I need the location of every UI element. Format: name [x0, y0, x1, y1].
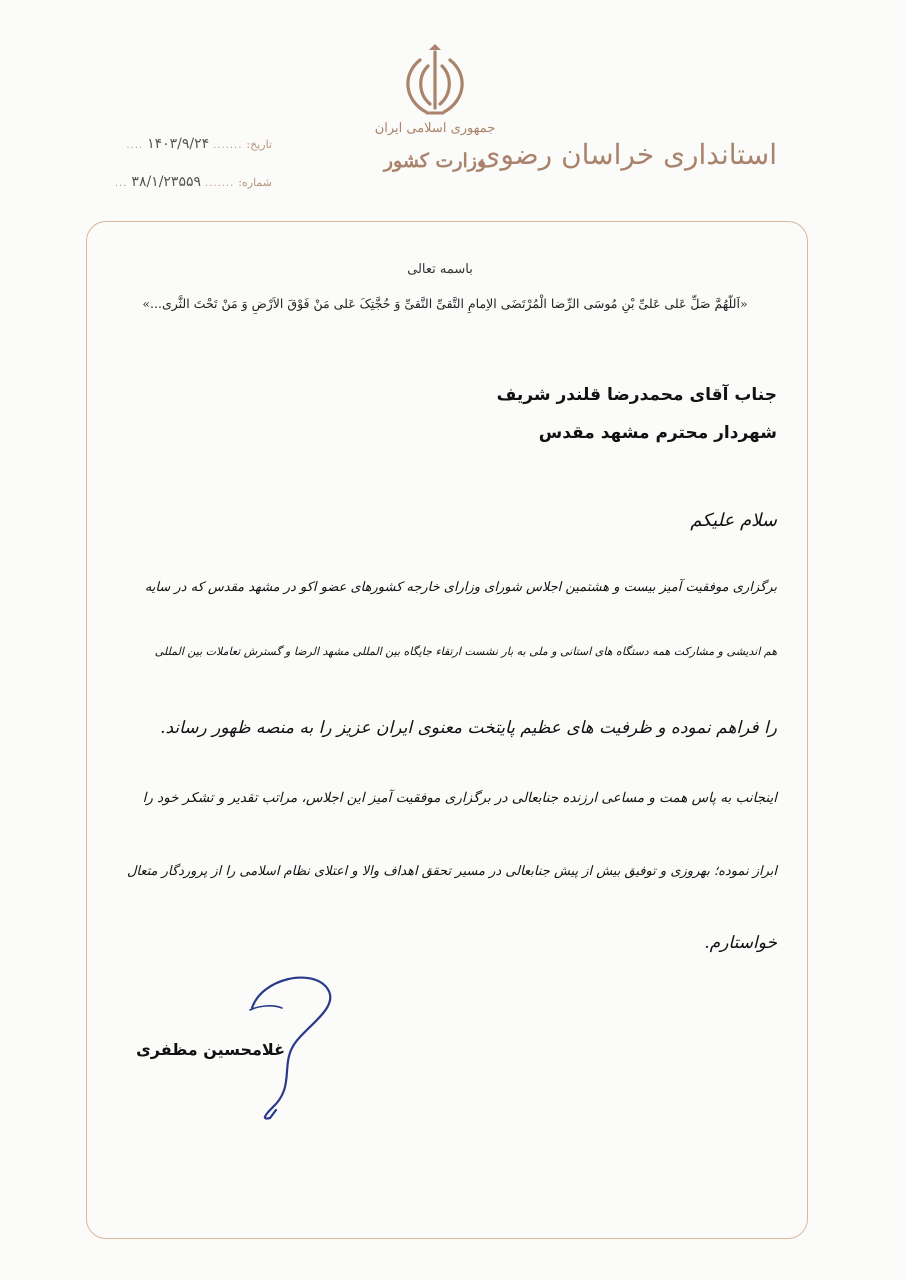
- addressee-name: جناب آقای محمدرضا قلندر شریف: [496, 385, 777, 405]
- province-office: استانداری خراسان رضوی: [478, 138, 777, 171]
- republic-name: جمهوری اسلامی ایران: [374, 121, 496, 136]
- number-dots-end: ...: [114, 178, 128, 189]
- greeting: سلام علیکم: [690, 510, 777, 531]
- body-line-1: برگزاری موفقیت آمیز بیست و هشتمین اجلاس شورای وزارای خارجه کشورهای عضو اکو در مشهد مقدس که در سایه: [144, 580, 777, 595]
- number-label: شماره:: [238, 176, 272, 189]
- date-dots-end: ....: [126, 140, 144, 151]
- body-line-6: خواستارم.: [704, 933, 777, 953]
- date-label: تاریخ:: [246, 138, 272, 151]
- number-value: ۳۸/۱/۲۳۵۵۹: [131, 174, 202, 190]
- body-line-3: را فراهم نموده و ظرفیت های عظیم پایتخت معنوی ایران عزیز را به منصه ظهور رساند.: [160, 718, 777, 738]
- number-field: [112, 174, 272, 194]
- signer-name: غلامحسین مظفری: [136, 1040, 285, 1059]
- iran-emblem-icon: [396, 42, 474, 120]
- body-line-4: اینجانب به پاس همت و مساعی ارزنده جنابعالی در برگزاری موفقیت آمیز این اجلاس، مراتب تقدیر و تشکر خود را: [142, 790, 777, 806]
- salawat-prayer: «اَللّهُمَّ صَلِّ عَلی عَلیِّ بْنِ مُوسَی الرِّضا الْمُرْتَضَی الاِمامِ التَّقیِّ النَّقیِّ وَ حُجَّتِکَ عَلی مَنْ فَوْقَ الاَرْضِ وَ مَنْ تَحْتَ الثَّری...»: [142, 296, 748, 311]
- body-line-5: ابراز نموده؛ بهروزی و توفیق بیش از پیش جنابعالی در مسیر تحقق اهداف والا و اعتلای نظام اسلامی را از پروردگار متعال: [126, 864, 777, 879]
- bismillah: باسمه تعالی: [407, 262, 473, 277]
- date-dots: .......: [213, 140, 243, 151]
- date-field: [112, 136, 272, 156]
- date-value: ۱۴۰۳/۹/۲۴: [147, 136, 210, 152]
- number-dots: .......: [205, 178, 235, 189]
- ministry-name: وزارت کشور: [383, 150, 487, 172]
- addressee-title: شهردار محترم مشهد مقدس: [538, 423, 777, 443]
- body-line-2: هم اندیشی و مشارکت همه دستگاه های استانی و ملی به بار نشست ارتقاء جایگاه بین المللی مشهد الرضا و گسترش تعاملات بین المللی: [154, 645, 777, 658]
